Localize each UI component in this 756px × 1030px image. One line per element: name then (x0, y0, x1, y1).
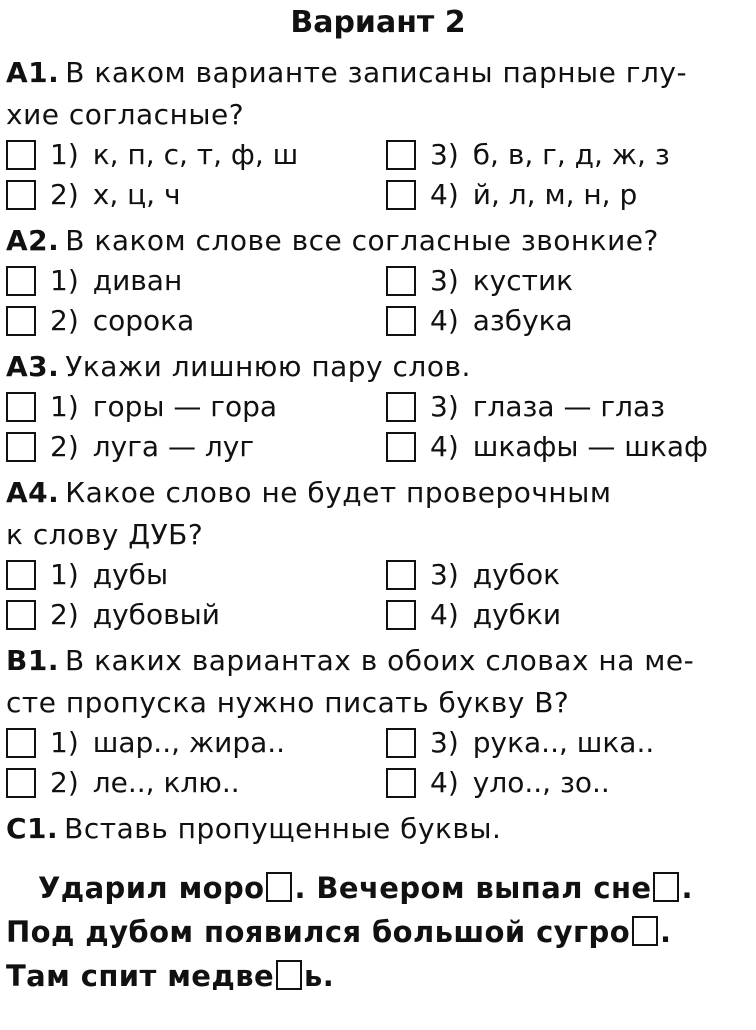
option-2 (6, 176, 386, 214)
option-1 (6, 262, 386, 300)
answer-checkbox[interactable] (386, 306, 416, 336)
option-number: 1) (50, 390, 79, 423)
option-text: горы — гора (92, 390, 278, 423)
option-1 (6, 388, 386, 426)
answer-checkbox[interactable] (6, 392, 36, 422)
option-1 (6, 556, 386, 594)
question-text (6, 472, 750, 556)
option-number: 3) (430, 558, 459, 591)
letter-gap-box[interactable] (632, 916, 658, 946)
option-number: 1) (50, 138, 79, 171)
answer-options (6, 388, 750, 466)
option-2 (6, 596, 386, 634)
option-text: шар.., жира.. (92, 726, 286, 759)
answer-checkbox[interactable] (6, 600, 36, 630)
question-text (6, 346, 750, 388)
option-text: уло.., зо.. (472, 766, 610, 799)
answer-checkbox[interactable] (386, 432, 416, 462)
option-text: к, п, с, т, ф, ш (92, 138, 299, 171)
option-number: 3) (430, 726, 459, 759)
exercise-text: ь. (304, 959, 335, 993)
option-number: 1) (50, 264, 79, 297)
page-title: Вариант 2 (290, 5, 466, 40)
question-line: Укажи лишнюю пару слов. (65, 350, 471, 383)
option-number: 2) (50, 598, 79, 631)
option-4 (386, 176, 750, 214)
option-number: 4) (430, 304, 459, 337)
question-text (6, 808, 750, 850)
question-line: Вставь пропущенные буквы. (64, 812, 502, 845)
option-text: х, ц, ч (92, 178, 181, 211)
question-line: В каком слове все согласные звонкие? (65, 224, 659, 257)
question-line: В каком варианте записаны парные глу- (65, 56, 688, 89)
exercise-line (6, 866, 750, 910)
option-number: 3) (430, 390, 459, 423)
question-a4 (6, 472, 750, 634)
option-text: й, л, м, н, р (472, 178, 638, 211)
option-3 (386, 136, 750, 174)
option-number: 4) (430, 766, 459, 799)
exercise-text: Ударил моро (38, 871, 265, 905)
question-a3 (6, 346, 750, 466)
question-line: сте пропуска нужно писать букву В? (6, 686, 570, 719)
option-3 (386, 388, 750, 426)
answer-options (6, 556, 750, 634)
option-2 (6, 302, 386, 340)
option-3 (386, 724, 750, 762)
answer-checkbox[interactable] (386, 140, 416, 170)
question-a1 (6, 52, 750, 214)
exercise-line (6, 954, 750, 998)
question-number: А4. (6, 476, 60, 509)
answer-checkbox[interactable] (386, 266, 416, 296)
option-text: ле.., клю.. (92, 766, 240, 799)
question-number: С1. (6, 812, 59, 845)
exercise-text: . Вечером выпал сне (294, 871, 652, 905)
exercise-text: Под дубом появился большой сугро (6, 915, 631, 949)
answer-checkbox[interactable] (386, 728, 416, 758)
letter-gap-box[interactable] (276, 960, 302, 990)
option-text: сорока (92, 304, 195, 337)
question-line: к слову ДУБ? (6, 518, 204, 551)
question-text (6, 640, 750, 724)
option-text: дубки (472, 598, 562, 631)
option-4 (386, 596, 750, 634)
answer-checkbox[interactable] (6, 560, 36, 590)
option-number: 3) (430, 138, 459, 171)
question-text (6, 52, 750, 136)
fill-in-exercise (6, 866, 750, 998)
question-a2 (6, 220, 750, 340)
answer-checkbox[interactable] (6, 306, 36, 336)
exercise-text: . (660, 915, 672, 949)
answer-checkbox[interactable] (386, 560, 416, 590)
option-number: 3) (430, 264, 459, 297)
answer-checkbox[interactable] (386, 392, 416, 422)
answer-checkbox[interactable] (6, 140, 36, 170)
option-text: кустик (472, 264, 574, 297)
answer-checkbox[interactable] (386, 600, 416, 630)
option-text: глаза — глаз (472, 390, 666, 423)
answer-checkbox[interactable] (6, 768, 36, 798)
option-number: 2) (50, 178, 79, 211)
question-number: А1. (6, 56, 60, 89)
option-number: 1) (50, 558, 79, 591)
option-number: 2) (50, 430, 79, 463)
answer-checkbox[interactable] (386, 180, 416, 210)
option-number: 4) (430, 178, 459, 211)
exercise-text: . (681, 871, 693, 905)
question-line: хие согласные? (6, 98, 245, 131)
exercise-line (6, 910, 750, 954)
question-line: В каких вариантах в обоих словах на ме- (64, 644, 695, 677)
option-1 (6, 136, 386, 174)
option-text: дубовый (92, 598, 220, 631)
option-text: рука.., шка.. (472, 726, 655, 759)
option-number: 2) (50, 766, 79, 799)
option-number: 1) (50, 726, 79, 759)
question-b1 (6, 640, 750, 802)
option-text: б, в, г, д, ж, з (472, 138, 670, 171)
question-number: А3. (6, 350, 60, 383)
option-1 (6, 724, 386, 762)
option-4 (386, 302, 750, 340)
answer-options (6, 136, 750, 214)
option-2 (6, 428, 386, 466)
option-number: 4) (430, 430, 459, 463)
option-4 (386, 428, 750, 466)
answer-checkbox[interactable] (6, 728, 36, 758)
option-text: дубок (472, 558, 560, 591)
answer-checkbox[interactable] (6, 180, 36, 210)
question-line: Какое слово не будет проверочным (65, 476, 612, 509)
worksheet (0, 6, 756, 1030)
option-3 (386, 556, 750, 594)
answer-checkbox[interactable] (386, 768, 416, 798)
exercise-text: Там спит медве (6, 959, 275, 993)
letter-gap-box[interactable] (266, 872, 292, 902)
answer-options (6, 262, 750, 340)
answer-checkbox[interactable] (6, 432, 36, 462)
option-number: 4) (430, 598, 459, 631)
letter-gap-box[interactable] (653, 872, 679, 902)
option-text: диван (92, 264, 183, 297)
option-text: шкафы — шкаф (472, 430, 708, 463)
option-text: дубы (92, 558, 169, 591)
option-number: 2) (50, 304, 79, 337)
answer-options (6, 724, 750, 802)
question-number: А2. (6, 224, 60, 257)
option-4 (386, 764, 750, 802)
answer-checkbox[interactable] (6, 266, 36, 296)
question-c1 (6, 808, 750, 850)
option-text: азбука (472, 304, 573, 337)
option-2 (6, 764, 386, 802)
option-text: луга — луг (92, 430, 255, 463)
question-number: В1. (6, 644, 59, 677)
option-3 (386, 262, 750, 300)
question-text (6, 220, 750, 262)
